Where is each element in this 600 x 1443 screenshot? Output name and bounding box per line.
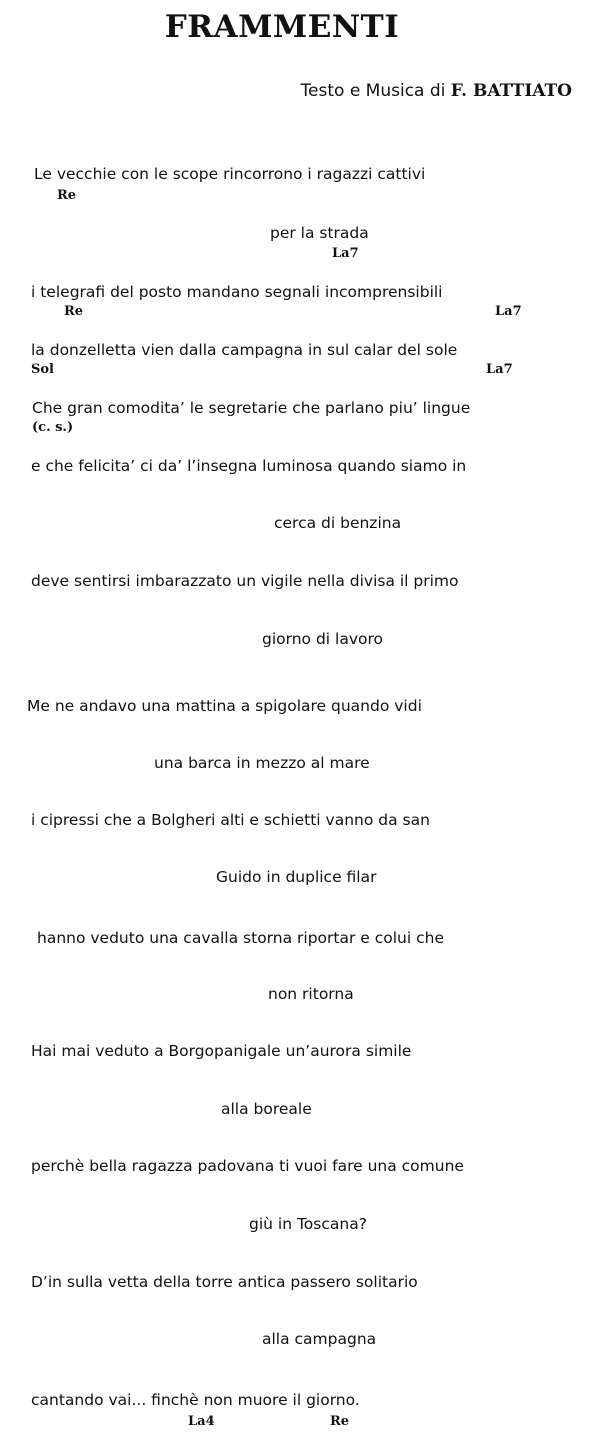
credits <box>301 80 572 102</box>
lyric-line: giorno di lavoro <box>262 630 384 648</box>
lyric-line: Che gran comodita’ le segretarie che parlano piu’ lingue <box>32 399 471 417</box>
lyric-line: hanno veduto una cavalla storna riportar e colui che <box>37 929 444 947</box>
lyric-line: i cipressi che a Bolgheri alti e schietti vanno da san <box>31 811 430 829</box>
song-title: FRAMMENTI <box>164 9 400 45</box>
chord-label: La7 <box>332 246 359 261</box>
lyric-line: deve sentirsi imbarazzato un vigile nella divisa il primo <box>31 572 459 590</box>
chord-label: Re <box>64 304 84 319</box>
lyric-line: Guido in duplice filar <box>216 868 377 886</box>
lyric-line: Le vecchie con le scope rincorrono i ragazzi cattivi <box>34 165 426 183</box>
chord-label: Re <box>330 1414 350 1429</box>
lyric-line: cerca di benzina <box>274 514 402 532</box>
chord-label: Sol <box>31 362 54 377</box>
lyric-line: non ritorna <box>268 985 354 1003</box>
lyric-line: giù in Toscana? <box>249 1215 367 1233</box>
lyric-line: alla campagna <box>262 1330 377 1348</box>
credits-author: F. BATTIATO <box>450 81 572 101</box>
lyric-line: e che felicita’ ci da’ l’insegna luminosa quando siamo in <box>31 457 467 475</box>
credits-prefix: Testo e Musica di <box>300 81 446 101</box>
chord-label: La4 <box>188 1414 215 1429</box>
chord-label: La7 <box>495 304 522 319</box>
lyric-line: per la strada <box>270 224 369 242</box>
lyric-line: alla boreale <box>221 1100 312 1118</box>
lyric-line: cantando vai... finchè non muore il giorno. <box>31 1391 360 1409</box>
lyric-line: perchè bella ragazza padovana ti vuoi fare una comune <box>31 1157 464 1175</box>
lyric-line: una barca in mezzo al mare <box>154 754 370 772</box>
lyric-line: Me ne andavo una mattina a spigolare quando vidi <box>27 697 422 715</box>
lyric-line: Hai mai veduto a Borgopanigale un’aurora simile <box>31 1042 412 1060</box>
chord-label: La7 <box>486 362 513 377</box>
chord-label: Re <box>57 188 77 203</box>
lyric-line: la donzelletta vien dalla campagna in sul calar del sole <box>31 341 458 359</box>
chord-label: (c. s.) <box>32 420 74 435</box>
lyric-line: i telegrafi del posto mandano segnali incomprensibili <box>31 283 443 301</box>
lyric-line: D’in sulla vetta della torre antica passero solitario <box>31 1273 418 1291</box>
